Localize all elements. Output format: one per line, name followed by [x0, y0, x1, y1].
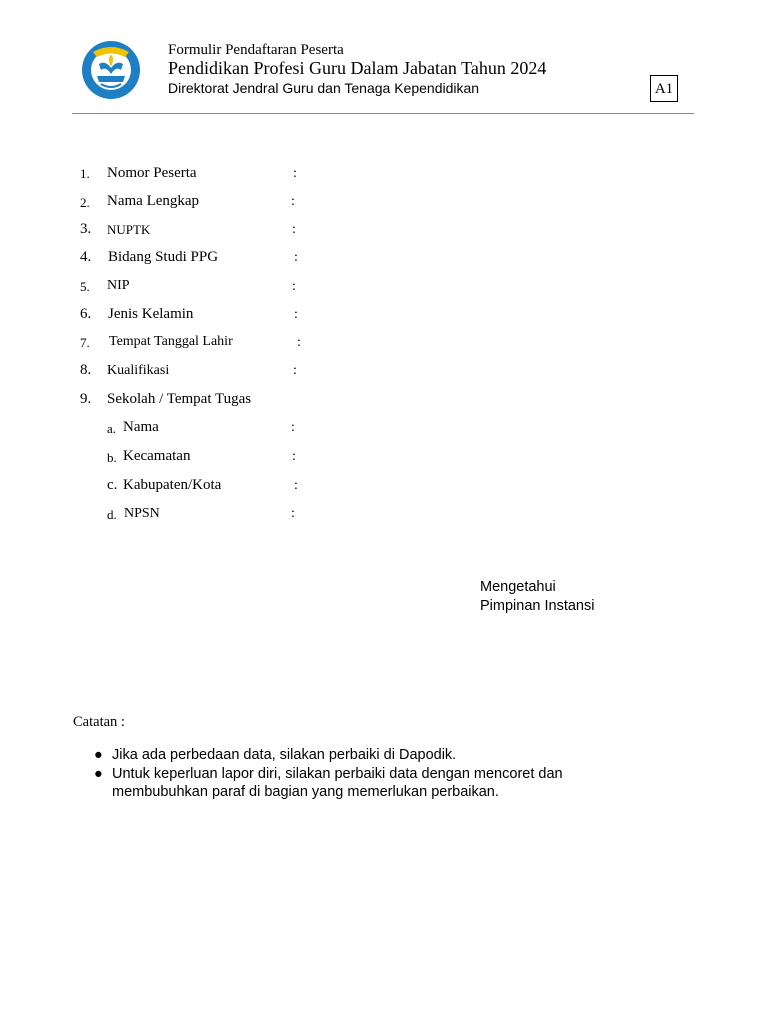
field-number: 3.: [80, 221, 92, 237]
note-text: Jika ada perbedaan data, silakan perbaiki di Dapodik.: [112, 747, 457, 763]
subfield-letter: d.: [107, 507, 117, 522]
field-number: 8.: [80, 362, 92, 378]
field-label: NIP: [107, 278, 130, 293]
subfield-colon: :: [291, 420, 295, 435]
field-label: Nomor Peserta: [107, 165, 197, 181]
subfield-letter: a.: [107, 421, 117, 436]
tut-wuri-handayani-logo: [79, 40, 143, 100]
subfield-label: Kecamatan: [123, 448, 191, 464]
field-colon: :: [294, 250, 298, 265]
field-number: 7.: [80, 335, 90, 350]
field-label: NUPTK: [107, 222, 151, 237]
form-title: Formulir Pendaftaran Peserta: [168, 42, 344, 58]
field-colon: :: [292, 279, 296, 294]
bullet-icon: ●: [94, 765, 103, 782]
field-label: Nama Lengkap: [107, 193, 200, 209]
field-number: 9.: [80, 391, 92, 407]
subfield-label: Kabupaten/Kota: [123, 477, 222, 493]
list-item: [94, 765, 654, 802]
subfield-label: NPSN: [124, 506, 160, 521]
form-code-box: A1: [650, 75, 678, 102]
field-number: 1.: [80, 166, 90, 181]
notes-title: Catatan :: [73, 714, 125, 730]
field-label: Jenis Kelamin: [108, 306, 194, 322]
header-divider: [72, 113, 694, 114]
list-item: [94, 746, 654, 765]
field-number: 6.: [80, 306, 92, 322]
field-label: Bidang Studi PPG: [108, 249, 219, 265]
field-colon: :: [292, 222, 296, 237]
field-label: Sekolah / Tempat Tugas: [107, 391, 252, 407]
directorate-title: Direktorat Jendral Guru dan Tenaga Kependidikan: [168, 80, 480, 96]
field-colon: :: [293, 363, 297, 378]
field-label: Kualifikasi: [107, 363, 170, 378]
field-label: Tempat Tanggal Lahir: [109, 334, 233, 349]
signature-known-by: Mengetahui: [480, 579, 556, 595]
notes-list: [94, 746, 654, 802]
field-colon: :: [294, 307, 298, 322]
note-text: Untuk keperluan lapor diri, silakan perbaiki data dengan mencoret dan membubuhkan paraf di bagian yang memerlukan perbaikan.: [112, 765, 563, 800]
field-number: 5.: [80, 279, 90, 294]
subfield-colon: :: [294, 478, 298, 493]
field-colon: :: [293, 166, 297, 181]
program-title: Pendidikan Profesi Guru Dalam Jabatan Tahun 2024: [168, 58, 547, 78]
field-number: 4.: [80, 249, 92, 265]
subfield-label: Nama: [123, 419, 159, 435]
subfield-colon: :: [291, 506, 295, 521]
signature-role: Pimpinan Instansi: [480, 598, 595, 614]
field-number: 2.: [80, 195, 90, 210]
subfield-colon: :: [292, 449, 296, 464]
field-colon: :: [291, 194, 295, 209]
subfield-letter: b.: [107, 450, 117, 465]
bullet-icon: ●: [94, 747, 103, 763]
subfield-letter: c.: [107, 477, 118, 493]
field-colon: :: [297, 335, 301, 350]
